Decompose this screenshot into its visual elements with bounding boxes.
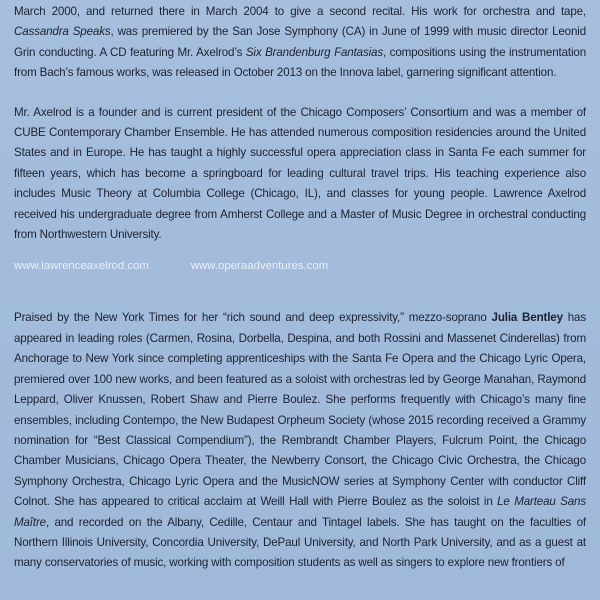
text-run: , was premiered by the San Jose Symphony (CA) in June of 1999 with music director Leonid Grin conducting. A CD featuring Mr. Axelrod’s <box>14 25 586 59</box>
website-link-operaadventures[interactable]: www.operaadventures.com <box>190 260 329 273</box>
text-run: has appeared in leading roles (Carmen, Rosina, Dorbella, Despina, and both Rossini and Massenet Cinderellas) from Anchorage to New York since completing apprenticeships with the Santa Fe Opera and the Chicago Lyric Opera, premiered over 100 new works, and been featured as a soloist with orchestras led by George Manahan, Raymond Leppard, Oliver Knussen, Robert Shaw and Pierre Boulez. She performs frequently with Chicago’s many fine ensembles, including Contempo, the New Budapest Orpheum Society (whose 2015 recording received a Grammy nomination for “Best Classical Compendium”), the Rembrandt Chamber Players, Fulcrum Point, the Chicago Chamber Musicians, Chicago Opera Theater, the Newberry Consort, the Chicago Civic Orchestra, the Chicago Symphony Orchestra, Chicago Lyric Opera and the MusicNOW series at Symphony Center with conductor Cliff Colnot. She has appeared to critical acclaim at Weill Hall with Pierre Boulez as the soloist in <box>14 311 586 509</box>
text-run: , and recorded on the Albany, Cedille, Centaur and Tintagel labels. She has taught on the faculties of Northern Illinois University, Concordia University, DePaul University, and North Park University, and as a guest at many conservatories of music, working with composition students as well as singers to explore new frontiers of <box>14 515 586 570</box>
work-title-marteau: Le Marteau Sans Maître <box>14 495 586 529</box>
axelrod-bio-paragraph-1 <box>14 2 586 84</box>
website-links <box>14 258 586 274</box>
bentley-bio-paragraph <box>14 308 586 573</box>
text-run: Praised by the New York Times for her “rich sound and deep expressivity,” mezzo-soprano <box>14 311 492 325</box>
work-title-brandenburg: Six Brandenburg Fantasias <box>245 45 383 59</box>
text-run: , compositions using the instrumentation from Bach’s famous works, was released in October 2013 on the Innova label, garnering significant attention. <box>14 45 586 80</box>
website-link-lawrenceaxelrod[interactable]: www.lawrenceaxelrod.com <box>14 260 149 273</box>
text-run: March 2000, and returned there in March 2004 to give a second recital. His work for orchestra and tape, <box>14 5 586 18</box>
performer-name: Julia Bentley <box>491 311 563 325</box>
axelrod-bio-paragraph-2: Mr. Axelrod is a founder and is current president of the Chicago Composers’ Consortium and was a member of CUBE Contemporary Chamber Ensemble. He has attended numerous composition residencies around the United States and in Europe. He has taught a highly successful opera appreciation class in Santa Fe each summer for fifteen years, which has become a springboard for leading cultural travel trips. His teaching experience also includes Music Theory at Columbia College (Chicago, IL), and classes for young people. Lawrence Axelrod received his undergraduate degree from Amherst College and a Master of Music Degree in orchestral conducting from Northwestern University. <box>14 105 586 242</box>
work-title-cassandra: Cassandra Speaks <box>14 25 111 39</box>
